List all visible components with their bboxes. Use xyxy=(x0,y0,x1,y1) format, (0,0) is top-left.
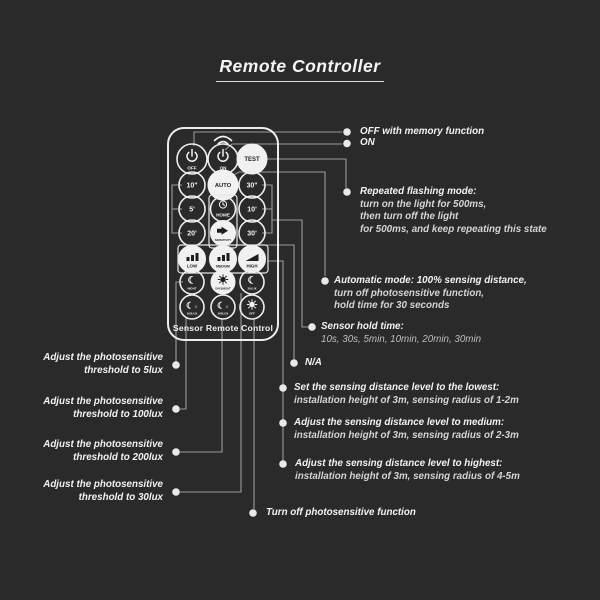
svg-text:AUTO: AUTO xyxy=(214,183,232,189)
moon-sun-icon-sun: ☼ xyxy=(224,304,230,310)
photo-off-button[interactable] xyxy=(240,295,264,319)
timer-30s-button[interactable] xyxy=(239,172,265,198)
day-night-button[interactable] xyxy=(211,270,235,294)
annotation-off: OFF with memory function xyxy=(360,126,485,137)
clock-icon xyxy=(219,201,226,208)
dot-on xyxy=(343,140,351,148)
svg-text:30': 30' xyxy=(247,230,257,238)
moon-sun-icon: ☾ xyxy=(185,300,195,311)
svg-text:MEDIUM: MEDIUM xyxy=(216,264,230,269)
svg-text:DAY&NIGHT: DAY&NIGHT xyxy=(215,287,231,291)
low-button[interactable] xyxy=(179,246,206,273)
connector-lux5 xyxy=(176,282,183,361)
svg-text:30LUX: 30LUX xyxy=(247,286,257,291)
annotation-lux200: Adjust the photosensitive threshold to 200lux xyxy=(43,439,163,463)
page-title-text: Remote Controller xyxy=(216,56,383,82)
signal-waves-icon xyxy=(215,137,232,144)
annotation-auto: Automatic mode: 100% sensing distance, turn off photosensitive function, hold time for 30 seconds xyxy=(334,275,527,311)
annotation-distance-lowest: Set the sensing distance level to the lowest: installation height of 3m, sensing radius of 1-2m xyxy=(294,382,519,406)
lux-200-button[interactable] xyxy=(211,295,235,319)
svg-text:30": 30" xyxy=(246,182,258,190)
dot-medium xyxy=(279,419,287,427)
annotation-lux5: Adjust the photosensitive threshold to 5lux xyxy=(43,352,163,376)
sun-icon xyxy=(218,275,228,285)
svg-text:LOW: LOW xyxy=(186,263,198,269)
remote-footer-label: Sensor Remote Control xyxy=(172,323,274,333)
timer-20min-button[interactable] xyxy=(179,220,205,246)
svg-text:TEST: TEST xyxy=(244,157,260,163)
timer-5min-button[interactable] xyxy=(179,196,205,222)
power-icon xyxy=(187,150,197,162)
power-icon xyxy=(218,150,228,162)
connector-lines xyxy=(172,132,346,509)
dot-off xyxy=(343,128,351,136)
svg-text:NIGHT: NIGHT xyxy=(187,286,197,291)
dot-hold xyxy=(308,323,316,331)
svg-text:5': 5' xyxy=(189,206,195,214)
svg-text:20': 20' xyxy=(187,230,197,238)
dot-lux100 xyxy=(172,405,180,413)
moon-icon: ☾ xyxy=(187,275,197,287)
annotation-on: ON xyxy=(360,137,375,148)
dot-lux200 xyxy=(172,448,180,456)
dot-lowest xyxy=(279,384,287,392)
moon-sun-icon-sun: ☼ xyxy=(193,304,199,310)
annotation-hold-time: Sensor hold time: 10s, 30s, 5min, 10min, 20min, 30min xyxy=(321,321,482,345)
svg-text:HOME: HOME xyxy=(216,212,230,218)
annotation-na: N/A xyxy=(305,357,322,368)
svg-text:SENSITIVITY: SENSITIVITY xyxy=(214,239,232,242)
sun-icon xyxy=(247,300,257,310)
timer-30min-button[interactable] xyxy=(239,220,265,246)
annotation-distance-highest: Adjust the sensing distance level to highest: installation height of 3m, sensing radius of 4-5m xyxy=(295,458,520,482)
annotation-photo-off: Turn off photosensitive function xyxy=(266,507,416,518)
dot-lux30 xyxy=(172,488,180,496)
svg-text:ON: ON xyxy=(219,165,227,171)
svg-text:OFF: OFF xyxy=(187,165,197,171)
timer-10s-button[interactable] xyxy=(179,172,205,198)
annotation-flashing: Repeated flashing mode: turn on the light for 500ms, then turn off the light for 500ms, and keep repeating this state xyxy=(360,186,547,235)
dot-flashing xyxy=(343,188,351,196)
dot-na xyxy=(290,359,298,367)
dot-auto xyxy=(321,277,329,285)
svg-text:HIGH: HIGH xyxy=(246,263,258,269)
svg-text:10': 10' xyxy=(247,206,257,214)
moon-sun-icon: ☾ xyxy=(216,300,226,311)
connector-distance xyxy=(268,261,283,464)
annotation-lux30: Adjust the photosensitive threshold to 30lux xyxy=(43,479,163,503)
annotation-distance-medium: Adjust the sensing distance level to medium: installation height of 3m, sensing radius of 2-3m xyxy=(294,417,519,441)
off-button[interactable] xyxy=(177,144,207,174)
timer-10min-button[interactable] xyxy=(239,196,265,222)
moon-icon: ☾ xyxy=(247,275,257,287)
medium-button[interactable] xyxy=(210,246,237,273)
dot-highest xyxy=(279,460,287,468)
svg-text:OFF: OFF xyxy=(249,311,255,316)
high-button[interactable] xyxy=(239,246,266,273)
sensitivity-button[interactable] xyxy=(211,221,236,246)
lux-100-button[interactable] xyxy=(180,295,204,319)
dot-photo-off xyxy=(249,509,257,517)
svg-text:10": 10" xyxy=(186,182,198,190)
annotation-lux100: Adjust the photosensitive threshold to 100lux xyxy=(43,396,163,420)
dot-lux5 xyxy=(172,361,180,369)
test-button[interactable] xyxy=(237,144,267,174)
svg-text:100LUX: 100LUX xyxy=(186,311,198,316)
svg-text:200LUX: 200LUX xyxy=(217,311,229,316)
